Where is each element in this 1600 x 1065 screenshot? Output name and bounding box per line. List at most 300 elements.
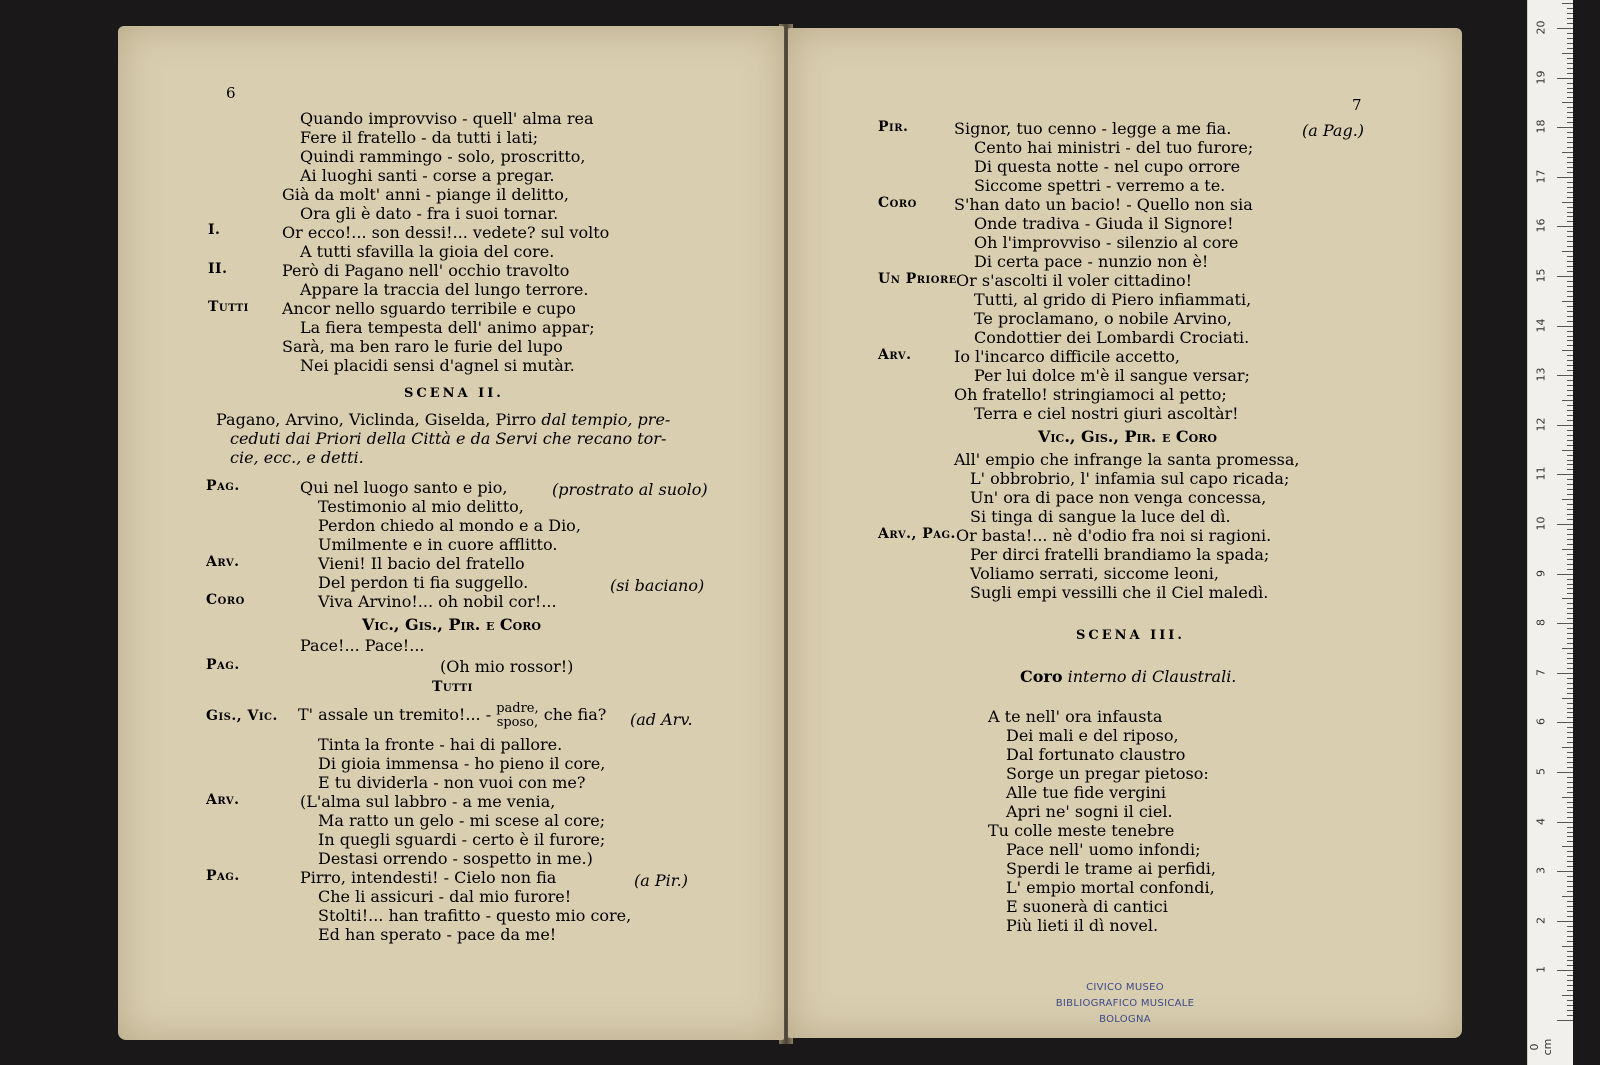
ruler-number: 6 [1534,718,1548,726]
speaker-label: Pag. [206,868,240,884]
ruler-tick [1567,157,1573,158]
verse-line: Dei mali e del riposo, [1006,726,1179,745]
ruler-tick [1567,965,1573,966]
left-group-heading: Vic., Gis., Pir. e Coro [362,615,541,634]
verse-line: Siccome spettri - verremo a te. [974,176,1226,195]
ruler-tick [1562,450,1573,451]
ruler-tick [1567,678,1573,679]
ruler-tick [1567,554,1573,555]
verse-line: Or s'ascolti il voler cittadino! [956,271,1193,290]
ruler-tick [1557,177,1573,178]
ruler-tick [1567,683,1573,684]
ruler-tick [1567,43,1573,44]
ruler-tick [1567,851,1573,852]
verse-line: Tinta la fronte - hai di pallore. [318,735,563,754]
ruler-number: 2 [1534,916,1548,924]
ruler-number: 7 [1534,668,1548,676]
ruler-tick [1562,698,1573,699]
verse-line: Pace!... Pace!... [300,636,425,655]
ruler-tick [1557,623,1573,624]
ruler-tick [1562,301,1573,302]
verse-line: L' empio mortal confondi, [1006,878,1215,897]
ruler-tick [1567,638,1573,639]
verse-line: Di gioia immensa - ho pieno il core, [318,754,606,773]
ruler-tick [1567,980,1573,981]
ruler-tick [1567,197,1573,198]
ruler-tick [1557,822,1573,823]
ruler-tick [1567,608,1573,609]
ruler-tick [1567,380,1573,381]
verse-line: Terra e ciel nostri giuri ascoltàr! [974,404,1239,423]
ruler-tick [1567,960,1573,961]
ruler-tick [1567,365,1573,366]
speaker-label: II. [208,261,228,277]
ruler-tick [1567,926,1573,927]
ruler-number: 8 [1534,619,1548,627]
ruler-tick [1567,420,1573,421]
ruler-tick [1567,187,1573,188]
ruler-tick [1567,435,1573,436]
ruler-tick [1567,1010,1573,1011]
speaker-label: Pag. [206,478,240,494]
verse-line: Viva Arvino!... oh nobil cor!... [318,592,557,611]
verse-line: Perdon chiedo al mondo e a Dio, [318,516,581,535]
ruler-tick [1567,861,1573,862]
ruler-number: 9 [1534,569,1548,577]
gis-line-part-a: T' assale un tremito!... - [298,705,492,724]
ruler-tick [1567,182,1573,183]
ruler-tick [1567,827,1573,828]
ruler-tick [1567,117,1573,118]
ruler-tick [1567,345,1573,346]
ruler-tick [1567,464,1573,465]
ruler-tick [1567,1000,1573,1001]
ruler-number: 19 [1534,70,1548,85]
verse-line: Ora gli è dato - fra i suoi tornar. [300,204,559,223]
library-stamp [1040,980,1210,1028]
ruler-tick [1567,613,1573,614]
verse-line: Alle tue fide vergini [1006,783,1167,802]
ruler-tick [1567,271,1573,272]
ruler-tick [1567,107,1573,108]
ruler-tick [1567,92,1573,93]
ruler-tick [1567,643,1573,644]
ruler-tick [1567,97,1573,98]
verse-line: Voliamo serrati, siccome leoni, [970,564,1219,583]
ruler-tick [1567,410,1573,411]
ruler-tick [1567,708,1573,709]
verse-line: La fiera tempesta dell' animo appar; [300,318,595,337]
ruler-tick [1567,812,1573,813]
ruler-tick [1567,792,1573,793]
ruler-tick [1567,658,1573,659]
ruler-tick [1567,802,1573,803]
ruler-tick [1567,1015,1573,1016]
ruler-tick [1567,13,1573,14]
scene-characters: Pagano, Arvino, Viclinda, Giselda, Pirro [216,410,537,429]
verse-line: Pirro, intendesti! - Cielo non fia [300,868,557,887]
ruler-tick [1557,127,1573,128]
ruler-tick [1567,231,1573,232]
ruler-number: 20 [1534,20,1548,35]
ruler-tick [1567,440,1573,441]
ruler-tick [1567,777,1573,778]
ruler-number: 16 [1534,218,1548,233]
ruler-number: 5 [1534,768,1548,775]
ruler-tick [1567,990,1573,991]
verse-line: Sperdi le trame ai perfidi, [1006,859,1216,878]
ruler-tick [1567,886,1573,887]
ruler-tick [1567,618,1573,619]
ruler-tick [1557,772,1573,773]
ruler-tick [1567,603,1573,604]
ruler-tick [1562,549,1573,550]
verse-line: Ed han sperato - pace da me! [318,925,557,944]
verse-line: Sarà, ma ben raro le furie del lupo [282,337,563,356]
ruler-tick [1567,172,1573,173]
ruler-tick [1567,112,1573,113]
gis-line-part-b: che fia? [543,705,607,724]
ruler-tick [1567,633,1573,634]
verse-line: Condottier dei Lombardi Crociati. [974,328,1250,347]
ruler-tick [1567,941,1573,942]
verse-line: Di questa notte - nel cupo orrore [974,157,1241,176]
ruler-tick [1562,598,1573,599]
ruler-tick [1567,48,1573,49]
ruler-tick [1562,400,1573,401]
verse-line: Cento hai ministri - del tuo furore; [974,138,1254,157]
ruler-tick [1567,489,1573,490]
ruler-tick [1567,340,1573,341]
ruler-tick [1562,499,1573,500]
ruler-tick [1567,484,1573,485]
ruler-tick [1567,975,1573,976]
verse-line: In quegli sguardi - certo è il furore; [318,830,606,849]
ruler-tick [1562,202,1573,203]
ruler-tick [1567,951,1573,952]
verse-line: Un' ora di pace non venga concessa, [970,488,1267,507]
verse-line: A te nell' ora infausta [988,707,1163,726]
verse-line: Tutti, al grido di Piero infiammati, [974,290,1252,309]
stamp-line-2: BIBLIOGRAFICO MUSICALE [1055,998,1195,1009]
ruler-tick [1567,514,1573,515]
ruler-tick [1567,192,1573,193]
ruler-tick [1567,395,1573,396]
right-scene-heading: SCENA III. [1076,628,1185,643]
gis-vic-line [298,700,606,730]
ruler-tick [1562,251,1573,252]
ruler-tick [1567,901,1573,902]
verse-line: Ancor nello sguardo terribile e cupo [282,299,576,318]
ruler-tick [1557,871,1573,872]
scene-description-line-1 [216,410,670,429]
ruler-number: 17 [1534,169,1548,184]
ruler-tick [1557,28,1573,29]
ruler-tick [1567,385,1573,386]
verse-line: A tutti sfavilla la gioia del core. [300,242,555,261]
speaker-label: Arv. [878,347,912,363]
ruler-number: 3 [1534,867,1548,875]
verse-line: Sugli empi vessilli che il Ciel maledì. [970,583,1269,602]
stamp-line-3: BOLOGNA [1099,1014,1151,1025]
ruler-tick [1567,668,1573,669]
ruler-tick [1557,425,1573,426]
ruler-tick [1567,712,1573,713]
ruler-tick [1567,628,1573,629]
ruler-tick [1567,534,1573,535]
ruler-tick [1567,207,1573,208]
ruler-tick [1567,415,1573,416]
ruler-tick [1567,911,1573,912]
ruler-tick [1567,807,1573,808]
stamp-line-1: CIVICO MUSEO [1086,982,1164,993]
verse-line: Stolti!... han trafitto - questo mio core, [318,906,632,925]
ruler-tick [1562,946,1573,947]
ruler-number: 12 [1534,417,1548,432]
stack-bottom: sposo, [496,714,539,730]
ruler-tick [1567,23,1573,24]
ruler-tick [1567,296,1573,297]
ruler-tick [1567,737,1573,738]
ruler-tick [1567,18,1573,19]
ruler-tick [1562,102,1573,103]
ruler-tick [1567,167,1573,168]
ruler-tick [1557,1020,1573,1021]
ruler-tick [1562,995,1573,996]
ruler-number: 4 [1534,817,1548,825]
verse-line: Onde tradiva - Giuda il Signore! [974,214,1234,233]
ruler-tick [1567,162,1573,163]
ruler-tick [1567,445,1573,446]
ruler-tick [1567,703,1573,704]
ruler-tick [1567,519,1573,520]
padre-sposo-stack [496,702,538,730]
ruler-tick [1567,33,1573,34]
verse-line: Del perdon ti fia suggello. [318,573,529,592]
stack-top: padre, [496,700,539,716]
verse-line: Destasi orrendo - sospetto in me.) [318,849,593,868]
verse-line: L' obbrobrio, l' infamia sul capo ricada; [970,469,1290,488]
ruler-tick [1567,584,1573,585]
ruler-tick [1557,970,1573,971]
ruler-tick [1567,1005,1573,1006]
ruler-tick [1562,797,1573,798]
ruler-tick [1562,648,1573,649]
speaker-label: Coro [878,195,917,211]
ruler-tick [1567,221,1573,222]
verse-line: Vieni! Il bacio del fratello [318,554,525,573]
ruler-tick [1567,752,1573,753]
ruler-tick [1567,142,1573,143]
ruler-tick [1567,559,1573,560]
ruler-tick [1557,375,1573,376]
verse-line: Già da molt' anni - piange il delitto, [282,185,569,204]
ruler-tick [1567,504,1573,505]
ruler-number: 13 [1534,367,1548,382]
verse-line: Dal fortunato claustro [1006,745,1186,764]
verse-line: Ai luoghi santi - corse a pregar. [300,166,555,185]
speaker-label: Pag. [206,657,240,673]
ruler-tick [1567,767,1573,768]
verse-line: Tu colle meste tenebre [988,821,1175,840]
stage-direction: (si baciano) [610,576,705,595]
ruler-tick [1567,832,1573,833]
ruler-tick [1567,732,1573,733]
verse-line: Te proclamano, o nobile Arvino, [974,309,1233,328]
ruler-tick [1567,306,1573,307]
ruler-tick [1567,985,1573,986]
ruler-tick [1557,474,1573,475]
stage-direction: (a Pag.) [1302,121,1365,140]
ruler-tick [1557,722,1573,723]
ruler-tick [1567,286,1573,287]
verse-line: Per dirci fratelli brandiamo la spada; [970,545,1270,564]
right-group-heading: Vic., Gis., Pir. e Coro [1038,427,1217,446]
ruler-tick [1562,896,1573,897]
ruler-tick [1557,326,1573,327]
ruler-tick [1567,891,1573,892]
speaker-label: Pir. [878,119,909,135]
scene-description-line-3: cie, ecc., e detti. [230,448,364,467]
verse-line: Apri ne' sogni il ciel. [1006,802,1173,821]
verse-line: Signor, tuo cenno - legge a me fia. [954,119,1232,138]
ruler-tick [1567,717,1573,718]
ruler-tick [1567,336,1573,337]
ruler-tick [1557,574,1573,575]
ruler-tick [1567,539,1573,540]
ruler-tick [1567,430,1573,431]
scene-description-italic: dal tempio, pre- [536,410,671,429]
ruler-tick [1567,688,1573,689]
verse-line: Nei placidi sensi d'agnel si mutàr. [300,356,575,375]
verse-line: Or basta!... nè d'odio fra noi si ragioni. [956,526,1272,545]
ruler-tick [1562,350,1573,351]
measurement-ruler [1527,0,1573,1065]
verse-line: Sorge un pregar pietoso: [1006,764,1209,783]
verse-line: Appare la traccia del lungo terrore. [300,280,589,299]
ruler-tick [1567,727,1573,728]
ruler-tick [1567,83,1573,84]
ruler-tick [1567,593,1573,594]
ruler-tick [1567,241,1573,242]
verse-line: Di certa pace - nunzio non è! [974,252,1209,271]
verse-line: All' empio che infrange la santa promessa, [954,450,1300,469]
verse-line: Ma ratto un gelo - mi scese al core; [318,811,606,830]
verse-line: Umilmente e in cuore afflitto. [318,535,558,554]
verse-line: E suonerà di cantici [1006,897,1168,916]
ruler-number: 15 [1534,268,1548,283]
ruler-tick [1562,53,1573,54]
ruler-tick [1567,311,1573,312]
ruler-tick [1567,544,1573,545]
verse-line: Qui nel luogo santo e pio, [300,478,508,497]
ruler-tick [1567,653,1573,654]
speaker-label: Un Priore [878,271,957,287]
speaker-label: Coro [206,592,245,608]
verse-line: (Oh mio rossor!) [440,657,574,676]
ruler-tick [1567,494,1573,495]
ruler-number: 11 [1534,466,1548,481]
speaker-label: Tutti [208,299,249,315]
coro-interno-heading [1020,667,1236,686]
ruler-tick [1567,246,1573,247]
verse-line: Che li assicuri - dal mio furore! [318,887,572,906]
ruler-tick [1567,390,1573,391]
ruler-tick [1567,360,1573,361]
ruler-tick [1567,742,1573,743]
ruler-tick [1567,479,1573,480]
ruler-tick [1567,122,1573,123]
ruler-tick [1567,460,1573,461]
ruler-number: 1 [1534,966,1548,974]
ruler-tick [1567,841,1573,842]
ruler-tick [1562,3,1573,4]
ruler-tick [1567,261,1573,262]
ruler-tick [1567,455,1573,456]
ruler-tick [1567,906,1573,907]
verse-line: Si tinga di sangue la luce del dì. [970,507,1231,526]
ruler-number: 14 [1534,318,1548,333]
ruler-tick [1557,276,1573,277]
verse-line: S'han dato un bacio! - Quello non sia [954,195,1253,214]
verse-line: Pace nell' uomo infondi; [1006,840,1201,859]
scene-description-line-2: ceduti dai Priori della Città e da Servi che recano tor- [230,429,667,448]
ruler-number: 10 [1534,516,1548,531]
ruler-unit-label: 0 cm [1528,1038,1554,1056]
speaker-label: Gis., Vic. [206,708,278,724]
ruler-tick [1567,787,1573,788]
verse-line: Però di Pagano nell' occhio travolto [282,261,570,280]
ruler-tick [1567,569,1573,570]
ruler-tick [1567,836,1573,837]
ruler-tick [1567,663,1573,664]
ruler-tick [1567,331,1573,332]
verse-line: Quindi rammingo - solo, proscritto, [300,147,586,166]
ruler-tick [1567,8,1573,9]
ruler-tick [1567,88,1573,89]
ruler-tick [1567,405,1573,406]
ruler-tick [1567,216,1573,217]
stage-direction: (a Pir.) [634,871,688,890]
ruler-tick [1567,256,1573,257]
verse-line: Per lui dolce m'è il sangue versar; [974,366,1250,385]
ruler-tick [1567,588,1573,589]
ruler-tick [1557,921,1573,922]
ruler-tick [1567,881,1573,882]
stage-direction: (ad Arv. [630,710,693,729]
left-page-number: 6 [226,84,236,102]
ruler-tick [1562,846,1573,847]
ruler-tick [1567,137,1573,138]
verse-line: (L'alma sul labbro - a me venia, [300,792,556,811]
ruler-tick [1567,291,1573,292]
verse-line: Oh l'improvviso - silenzio al core [974,233,1239,252]
ruler-tick [1567,782,1573,783]
stage-direction: (prostrato al suolo) [552,480,708,499]
ruler-tick [1567,236,1573,237]
coro-label: Coro [1020,667,1063,686]
ruler-number: 18 [1534,119,1548,134]
verse-line: Or ecco!... son dessi!... vedete? sul volto [282,223,610,242]
speaker-label: Arv. [206,554,240,570]
ruler-tick [1567,212,1573,213]
ruler-tick [1567,956,1573,957]
coro-description: interno di Claustrali. [1062,667,1237,686]
verse-line: Più lieti il dì novel. [1006,916,1159,935]
ruler-tick [1567,147,1573,148]
ruler-tick [1567,281,1573,282]
ruler-tick [1557,78,1573,79]
